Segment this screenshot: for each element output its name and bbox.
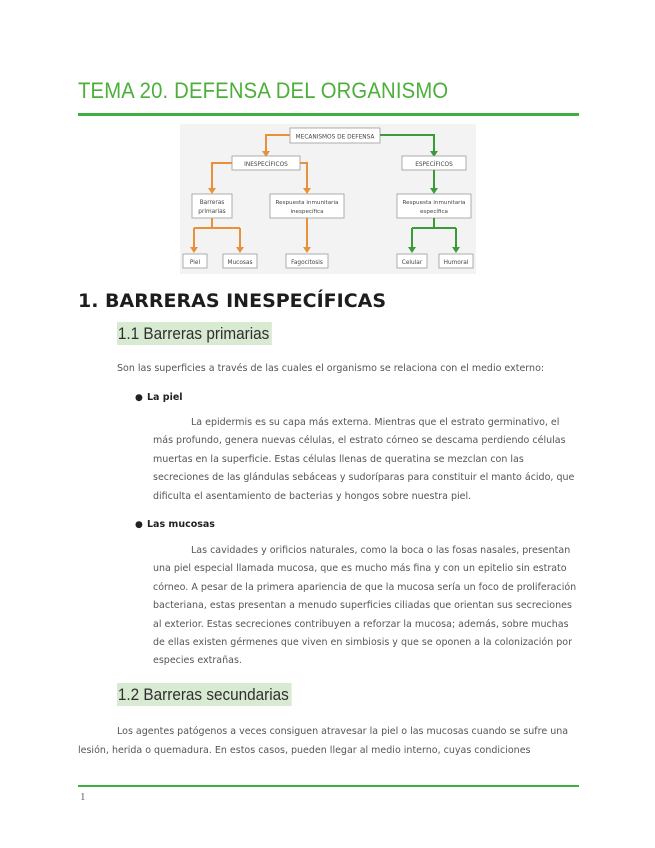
diagram-label-root: MECANISMOS DE DEFENSA	[295, 134, 375, 141]
diagram-label-fagocitosis: Fagocitosis	[291, 260, 323, 266]
diagram-node-especificos	[402, 156, 466, 170]
diagram-label-mucosas: Mucosas	[227, 260, 253, 266]
title-divider	[78, 113, 579, 116]
diagram-label-resp-inesp-1: Respuesta inmunitaria	[275, 200, 339, 206]
diagram-node-celular	[397, 254, 427, 268]
bullet-label: La piel	[147, 392, 183, 403]
diagram-label-celular: Celular	[401, 260, 423, 266]
footer-divider	[78, 785, 579, 787]
diagram-label-resp-inesp-2: inespecífica	[290, 209, 324, 215]
diagram-node-piel	[183, 254, 207, 268]
diagram-node-barreras	[192, 194, 232, 218]
paragraph-piel: La epidermis es su capa más externa. Mientras que el estrato germinativo, el más profundo, genera nuevas células, el estrato córneo se descama perdiendo células muertas en la superficie. Estas células llenas de queratina se mezclan con las secreciones de las glándulas sebáceas y sudoríparas para constituir el manto ácido, que dificulta el asentamiento de bacterias y hongos sobre nuestra piel.	[153, 417, 575, 502]
diagram-label-inespecificos: INESPECÍFICOS	[244, 162, 288, 168]
bullet-dot-icon: ●	[135, 393, 143, 403]
diagram-label-barreras-2: primarias	[198, 209, 226, 215]
diagram-node-root	[290, 128, 380, 143]
subheading-barreras-secundarias: 1.2 Barreras secundarias	[117, 683, 292, 706]
diagram-node-resp-especifica	[397, 194, 471, 218]
diagram-label-barreras-1: Barreras	[199, 200, 225, 206]
diagram-label-piel: Piel	[189, 260, 201, 266]
bullet-dot-icon: ●	[135, 520, 143, 530]
diagram-label-humoral: Humoral	[443, 260, 469, 266]
paragraph-barreras-secundarias: Los agentes patógenos a veces consiguen atravesar la piel o las mucosas cuando se sufre una lesión, herida o quemadura. En estos casos, pueden llegar al medio interno, cuyas condiciones	[78, 726, 569, 756]
section-heading: 1. BARRERAS INESPECÍFICAS	[78, 290, 387, 312]
diagram-node-resp-inespecifica	[270, 194, 344, 218]
diagram-node-inespecificos	[232, 156, 300, 170]
page-number: 1	[80, 791, 86, 803]
defense-mechanisms-diagram	[180, 124, 476, 274]
bullet-la-piel	[135, 392, 183, 403]
diagram-label-resp-esp-1: Respuesta inmunitaria	[402, 200, 466, 206]
diagram-label-resp-esp-2: específica	[419, 209, 449, 215]
bullet-las-mucosas	[135, 519, 215, 530]
diagram-label-especificos: ESPECÍFICOS	[415, 162, 453, 168]
paragraph-mucosas: Las cavidades y orificios naturales, como la boca o las fosas nasales, presentan una piel especial llamada mucosa, que es mucho más fina y con un epitelio sin estrato córneo. A pesar de la primera apariencia de que la mucosa sería un foco de proliferación bacteriana, estas presentan a menudo superficies ciliadas que orientan sus secreciones al exterior. Estas secreciones contribuyen a reforzar la mucosa; además, sobre muchas de ellas existen gérmenes que viven en simbiosis y que se oponen a la colonización por especies extrañas.	[153, 545, 577, 667]
diagram-node-humoral	[439, 254, 473, 268]
bullet-label: Las mucosas	[147, 519, 215, 530]
diagram-node-mucosas	[223, 254, 257, 268]
document-title: TEMA 20. DEFENSA DEL ORGANISMO	[78, 78, 449, 103]
intro-text: Son las superficies a través de las cuales el organismo se relaciona con el medio externo:	[117, 363, 545, 374]
subheading-barreras-primarias: 1.1 Barreras primarias	[117, 322, 272, 345]
diagram-node-fagocitosis	[286, 254, 328, 268]
